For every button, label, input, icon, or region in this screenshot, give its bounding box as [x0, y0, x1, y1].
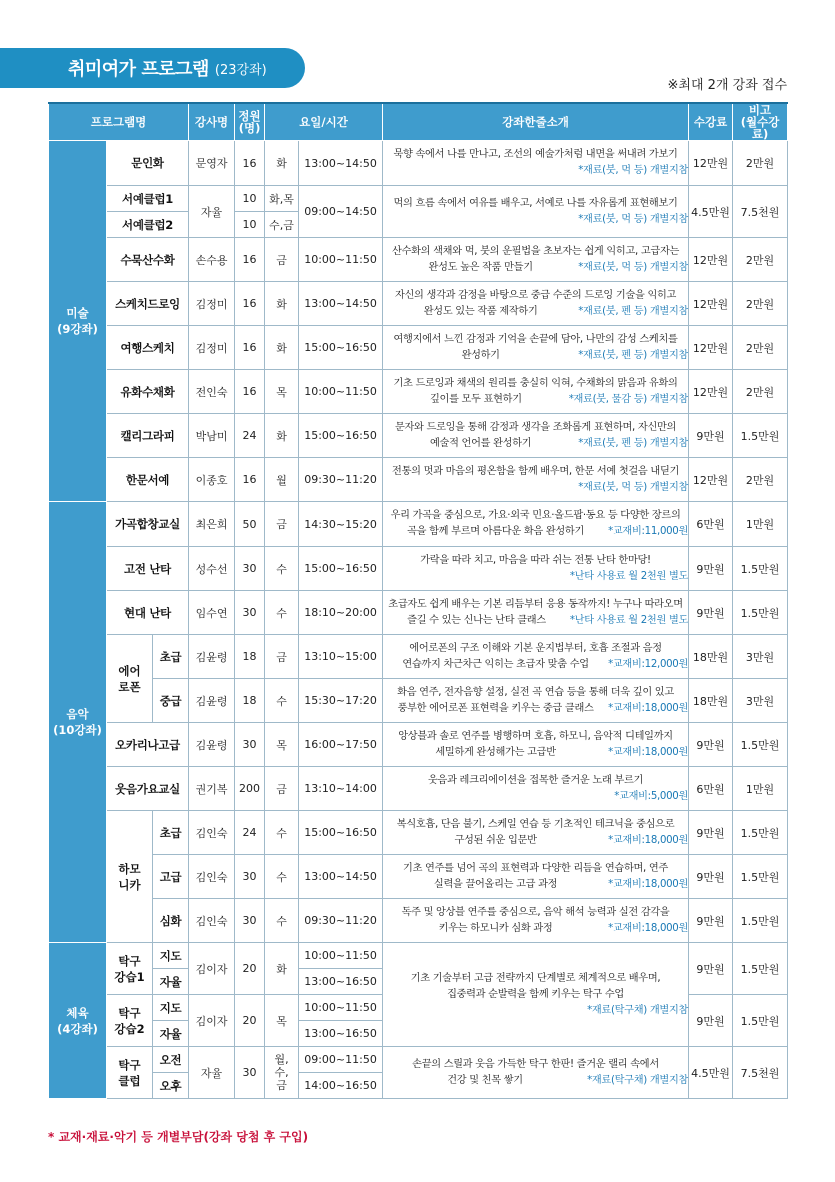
fee: 9만원 [689, 995, 733, 1047]
monthly-fee: 2만원 [733, 326, 788, 370]
description: 초급자도 쉽게 배우는 기본 리듬부터 응용 동작까지! 누구나 따라오며 즐길 수 있는 신나는 난타 클래스 *난타 사용료 월 2천원 별도 [383, 591, 689, 635]
program-name: 오전 [153, 1047, 189, 1073]
capacity: 200 [235, 767, 265, 811]
monthly-fee: 2만원 [733, 370, 788, 414]
table-row [49, 502, 788, 547]
capacity: 16 [235, 238, 265, 282]
monthly-fee: 2만원 [733, 141, 788, 186]
section-count: (23강좌) [214, 62, 267, 78]
program-name: 캘리그라피 [107, 414, 189, 458]
fee: 12만원 [689, 370, 733, 414]
monthly-fee: 1만원 [733, 502, 788, 547]
category-art: 미술 (9강좌) [49, 141, 107, 502]
monthly-fee: 1.5만원 [733, 855, 788, 899]
category-sports: 체육 (4강좌) [49, 943, 107, 1099]
day: 월 [265, 458, 299, 502]
fee: 6만원 [689, 502, 733, 547]
day: 금 [265, 635, 299, 679]
fee: 9만원 [689, 547, 733, 591]
table-row [49, 326, 788, 370]
fee: 12만원 [689, 141, 733, 186]
day: 수 [265, 547, 299, 591]
time: 10:00~11:50 [299, 995, 383, 1021]
time: 09:30~11:20 [299, 458, 383, 502]
time: 13:10~14:00 [299, 767, 383, 811]
time: 13:00~16:50 [299, 969, 383, 995]
capacity: 30 [235, 855, 265, 899]
program-name: 자율 [153, 969, 189, 995]
capacity: 20 [235, 995, 265, 1047]
monthly-fee: 2만원 [733, 282, 788, 326]
header-fee: 수강료 [689, 103, 733, 141]
table-row [49, 141, 788, 186]
header-program: 프로그램명 [49, 103, 189, 141]
program-name: 자율 [153, 1021, 189, 1047]
program-name: 문인화 [107, 141, 189, 186]
monthly-fee: 3만원 [733, 679, 788, 723]
description: 화음 연주, 전자음향 설정, 실전 곡 연습 등을 통해 더욱 깊이 있고 풍부한 에어로폰 표현력을 키우는 중급 클래스 *교재비:18,000원 [383, 679, 689, 723]
capacity: 18 [235, 635, 265, 679]
table-row [49, 282, 788, 326]
instructor: 김인숙 [189, 811, 235, 855]
day: 화,목 [265, 186, 299, 212]
description: 웃음과 레크리에이션을 접목한 즐거운 노래 부르기 *교재비:5,000원 [383, 767, 689, 811]
table-row [49, 591, 788, 635]
monthly-fee: 1.5만원 [733, 899, 788, 943]
section-title: 취미여가 프로그램 [68, 59, 209, 80]
day: 화 [265, 326, 299, 370]
table-row [49, 414, 788, 458]
description: 앙상블과 솔로 연주를 병행하며 호흡, 하모니, 음악적 디테일까지 세밀하게 완성해가는 고급반 *교재비:18,000원 [383, 723, 689, 767]
table-row [49, 679, 788, 723]
time: 13:00~16:50 [299, 1021, 383, 1047]
header-capacity: 정원 (명) [235, 103, 265, 141]
day: 수 [265, 679, 299, 723]
capacity: 10 [235, 186, 265, 212]
time: 16:00~17:50 [299, 723, 383, 767]
capacity: 30 [235, 547, 265, 591]
monthly-fee: 1.5만원 [733, 995, 788, 1047]
program-name: 초급 [153, 811, 189, 855]
time: 18:10~20:00 [299, 591, 383, 635]
table-row [49, 855, 788, 899]
program-table [48, 102, 788, 1099]
header-description: 강좌한줄소개 [383, 103, 689, 141]
day: 목 [265, 723, 299, 767]
fee: 12만원 [689, 282, 733, 326]
description: 문자와 드로잉을 통해 감정과 생각을 조화롭게 표현하며, 자신만의 예술적 언어를 완성하기 *재료(붓, 펜 등) 개별지참 [383, 414, 689, 458]
table-header-row [49, 103, 788, 141]
description: 가락을 따라 치고, 마음을 따라 쉬는 전통 난타 한마당! *난타 사용료 월 2천원 별도 [383, 547, 689, 591]
fee: 4.5만원 [689, 186, 733, 238]
header-instructor: 강사명 [189, 103, 235, 141]
group-table-tennis-2: 탁구 강습2 [107, 995, 153, 1047]
time: 09:30~11:20 [299, 899, 383, 943]
description: 먹의 흐름 속에서 여유를 배우고, 서예로 나를 자유롭게 표현해보기 *재료(붓, 먹 등) 개별지참 [383, 186, 689, 238]
day: 수,금 [265, 212, 299, 238]
capacity: 16 [235, 458, 265, 502]
program-name: 오후 [153, 1073, 189, 1099]
program-name: 고전 난타 [107, 547, 189, 591]
instructor: 김윤령 [189, 635, 235, 679]
fee: 4.5만원 [689, 1047, 733, 1099]
instructor: 김인숙 [189, 899, 235, 943]
program-name: 수묵산수화 [107, 238, 189, 282]
table-row [49, 943, 788, 969]
instructor: 최은희 [189, 502, 235, 547]
program-name: 웃음가요교실 [107, 767, 189, 811]
day: 금 [265, 238, 299, 282]
day: 목 [265, 370, 299, 414]
fee: 12만원 [689, 238, 733, 282]
fee: 9만원 [689, 943, 733, 995]
time: 09:00~14:50 [299, 186, 383, 238]
monthly-fee: 2만원 [733, 238, 788, 282]
time: 10:00~11:50 [299, 238, 383, 282]
instructor: 자율 [189, 186, 235, 238]
table-row [49, 238, 788, 282]
time: 15:30~17:20 [299, 679, 383, 723]
capacity: 20 [235, 943, 265, 995]
group-table-tennis-club: 탁구 클럽 [107, 1047, 153, 1099]
fee: 18만원 [689, 635, 733, 679]
description: 자신의 생각과 감정을 바탕으로 중급 수준의 드로잉 기술을 익히고 완성도 있는 작품 제작하기 *재료(붓, 펜 등) 개별지참 [383, 282, 689, 326]
description: 에어로폰의 구조 이해와 기본 운지법부터, 호흡 조절과 음정 연습까지 차근차근 익히는 초급자 맞춤 수업 *교재비:12,000원 [383, 635, 689, 679]
table-row [49, 767, 788, 811]
program-name: 서예클럽1 [107, 186, 189, 212]
day: 화 [265, 943, 299, 995]
category-music: 음악 (10강좌) [49, 502, 107, 943]
day: 화 [265, 282, 299, 326]
program-name: 서예클럽2 [107, 212, 189, 238]
description: 기초 드로잉과 채색의 원리를 충실히 익혀, 수채화의 맑음과 유화의 깊이를 모두 표현하기 *재료(붓, 물감 등) 개별지참 [383, 370, 689, 414]
fee: 9만원 [689, 723, 733, 767]
time: 15:00~16:50 [299, 414, 383, 458]
monthly-fee: 1.5만원 [733, 943, 788, 995]
monthly-fee: 7.5천원 [733, 1047, 788, 1099]
fee: 9만원 [689, 899, 733, 943]
description: 복식호흡, 단음 불기, 스케일 연습 등 기초적인 테크닉을 중심으로 구성된 쉬운 입문반 *교재비:18,000원 [383, 811, 689, 855]
table-row [49, 458, 788, 502]
day: 수 [265, 855, 299, 899]
instructor: 권기복 [189, 767, 235, 811]
time: 14:00~16:50 [299, 1073, 383, 1099]
program-name: 오카리나고급 [107, 723, 189, 767]
monthly-fee: 2만원 [733, 458, 788, 502]
day: 목 [265, 995, 299, 1047]
table-row [49, 1047, 788, 1073]
time: 13:00~14:50 [299, 855, 383, 899]
monthly-fee: 1.5만원 [733, 591, 788, 635]
description: 우리 가곡을 중심으로, 가요·외국 민요·올드팝·동요 등 다양한 장르의 곡을 함께 부르며 아름다운 화음 완성하기 *교재비:11,000원 [383, 502, 689, 547]
program-name: 초급 [153, 635, 189, 679]
time: 13:00~14:50 [299, 141, 383, 186]
fee: 9만원 [689, 414, 733, 458]
program-name: 현대 난타 [107, 591, 189, 635]
program-name: 심화 [153, 899, 189, 943]
instructor: 김정미 [189, 282, 235, 326]
instructor: 성수선 [189, 547, 235, 591]
day: 수 [265, 899, 299, 943]
table-row [49, 811, 788, 855]
day: 화 [265, 414, 299, 458]
capacity: 16 [235, 141, 265, 186]
program-name: 지도 [153, 995, 189, 1021]
day: 월, 수, 금 [265, 1047, 299, 1099]
monthly-fee: 1.5만원 [733, 723, 788, 767]
description: 손끝의 스릴과 웃음 가득한 탁구 한판! 즐거운 랠리 속에서 건강 및 친목 쌓기 *재료(탁구채) 개별지참 [383, 1047, 689, 1099]
instructor: 김윤령 [189, 679, 235, 723]
time: 15:00~16:50 [299, 547, 383, 591]
day: 금 [265, 767, 299, 811]
time: 10:00~11:50 [299, 943, 383, 969]
instructor: 김이자 [189, 995, 235, 1047]
table-row [49, 635, 788, 679]
table-row [49, 723, 788, 767]
instructor: 김정미 [189, 326, 235, 370]
fee: 12만원 [689, 326, 733, 370]
fee: 9만원 [689, 811, 733, 855]
capacity: 50 [235, 502, 265, 547]
description: 산수화의 색채와 먹, 붓의 운필법을 초보자는 쉽게 익히고, 고급자는 완성도 높은 작품 만들기 *재료(붓, 먹 등) 개별지참 [383, 238, 689, 282]
instructor: 김인숙 [189, 855, 235, 899]
day: 수 [265, 811, 299, 855]
description: 전통의 멋과 마음의 평온함을 함께 배우며, 한문 서예 첫걸음 내딛기 *재료(붓, 먹 등) 개별지참 [383, 458, 689, 502]
description: 여행지에서 느낀 감정과 기억을 손끝에 담아, 나만의 감성 스케치를 완성하기 *재료(붓, 펜 등) 개별지참 [383, 326, 689, 370]
table-row [49, 186, 788, 212]
group-aerophone: 에어 로폰 [107, 635, 153, 723]
instructor: 자율 [189, 1047, 235, 1099]
header-schedule: 요일/시간 [265, 103, 383, 141]
fee: 9만원 [689, 855, 733, 899]
capacity: 16 [235, 282, 265, 326]
monthly-fee: 1.5만원 [733, 547, 788, 591]
instructor: 김이자 [189, 943, 235, 995]
time: 15:00~16:50 [299, 811, 383, 855]
instructor: 박남미 [189, 414, 235, 458]
program-name: 한문서예 [107, 458, 189, 502]
capacity: 16 [235, 370, 265, 414]
program-name: 고급 [153, 855, 189, 899]
table-row [49, 370, 788, 414]
program-name: 유화수채화 [107, 370, 189, 414]
section-banner [0, 48, 305, 88]
fee: 6만원 [689, 767, 733, 811]
header-note: 비고 (월수강료) [733, 103, 788, 141]
instructor: 손수용 [189, 238, 235, 282]
instructor: 전인숙 [189, 370, 235, 414]
program-name: 스케치드로잉 [107, 282, 189, 326]
time: 15:00~16:50 [299, 326, 383, 370]
footnote: * 교재·재료·악기 등 개별부담(강좌 당첨 후 구입) [48, 1130, 309, 1144]
table-row [49, 547, 788, 591]
day: 금 [265, 502, 299, 547]
application-note: ※최대 2개 강좌 접수 [667, 78, 787, 93]
table-row [49, 899, 788, 943]
description: 기초 연주를 넘어 곡의 표현력과 다양한 리듬을 연습하며, 연주 실력을 끌어올리는 고급 과정 *교재비:18,000원 [383, 855, 689, 899]
time: 13:00~14:50 [299, 282, 383, 326]
description: 기초 기술부터 고급 전략까지 단계별로 체계적으로 배우며, 집중력과 순발력을 함께 키우는 탁구 수업 *재료(탁구채) 개별지참 [383, 943, 689, 1047]
group-harmonica: 하모 니카 [107, 811, 153, 943]
time: 10:00~11:50 [299, 370, 383, 414]
instructor: 문영자 [189, 141, 235, 186]
capacity: 30 [235, 723, 265, 767]
program-name: 지도 [153, 943, 189, 969]
capacity: 10 [235, 212, 265, 238]
monthly-fee: 1만원 [733, 767, 788, 811]
monthly-fee: 7.5천원 [733, 186, 788, 238]
monthly-fee: 3만원 [733, 635, 788, 679]
time: 14:30~15:20 [299, 502, 383, 547]
capacity: 24 [235, 811, 265, 855]
fee: 12만원 [689, 458, 733, 502]
program-name: 가곡합창교실 [107, 502, 189, 547]
capacity: 30 [235, 591, 265, 635]
capacity: 30 [235, 1047, 265, 1099]
instructor: 이종호 [189, 458, 235, 502]
description: 독주 및 앙상블 연주를 중심으로, 음악 해석 능력과 실전 감각을 키우는 하모니카 심화 과정 *교재비:18,000원 [383, 899, 689, 943]
program-name: 여행스케치 [107, 326, 189, 370]
capacity: 16 [235, 326, 265, 370]
description: 묵향 속에서 나를 만나고, 조선의 예술가처럼 내면을 써내려 가보기 *재료(붓, 먹 등) 개별지참 [383, 141, 689, 186]
instructor: 김윤령 [189, 723, 235, 767]
time: 13:10~15:00 [299, 635, 383, 679]
fee: 18만원 [689, 679, 733, 723]
capacity: 30 [235, 899, 265, 943]
monthly-fee: 1.5만원 [733, 811, 788, 855]
program-name: 중급 [153, 679, 189, 723]
capacity: 24 [235, 414, 265, 458]
fee: 9만원 [689, 591, 733, 635]
group-table-tennis-1: 탁구 강습1 [107, 943, 153, 995]
day: 화 [265, 141, 299, 186]
monthly-fee: 1.5만원 [733, 414, 788, 458]
day: 수 [265, 591, 299, 635]
time: 09:00~11:50 [299, 1047, 383, 1073]
capacity: 18 [235, 679, 265, 723]
instructor: 임수연 [189, 591, 235, 635]
